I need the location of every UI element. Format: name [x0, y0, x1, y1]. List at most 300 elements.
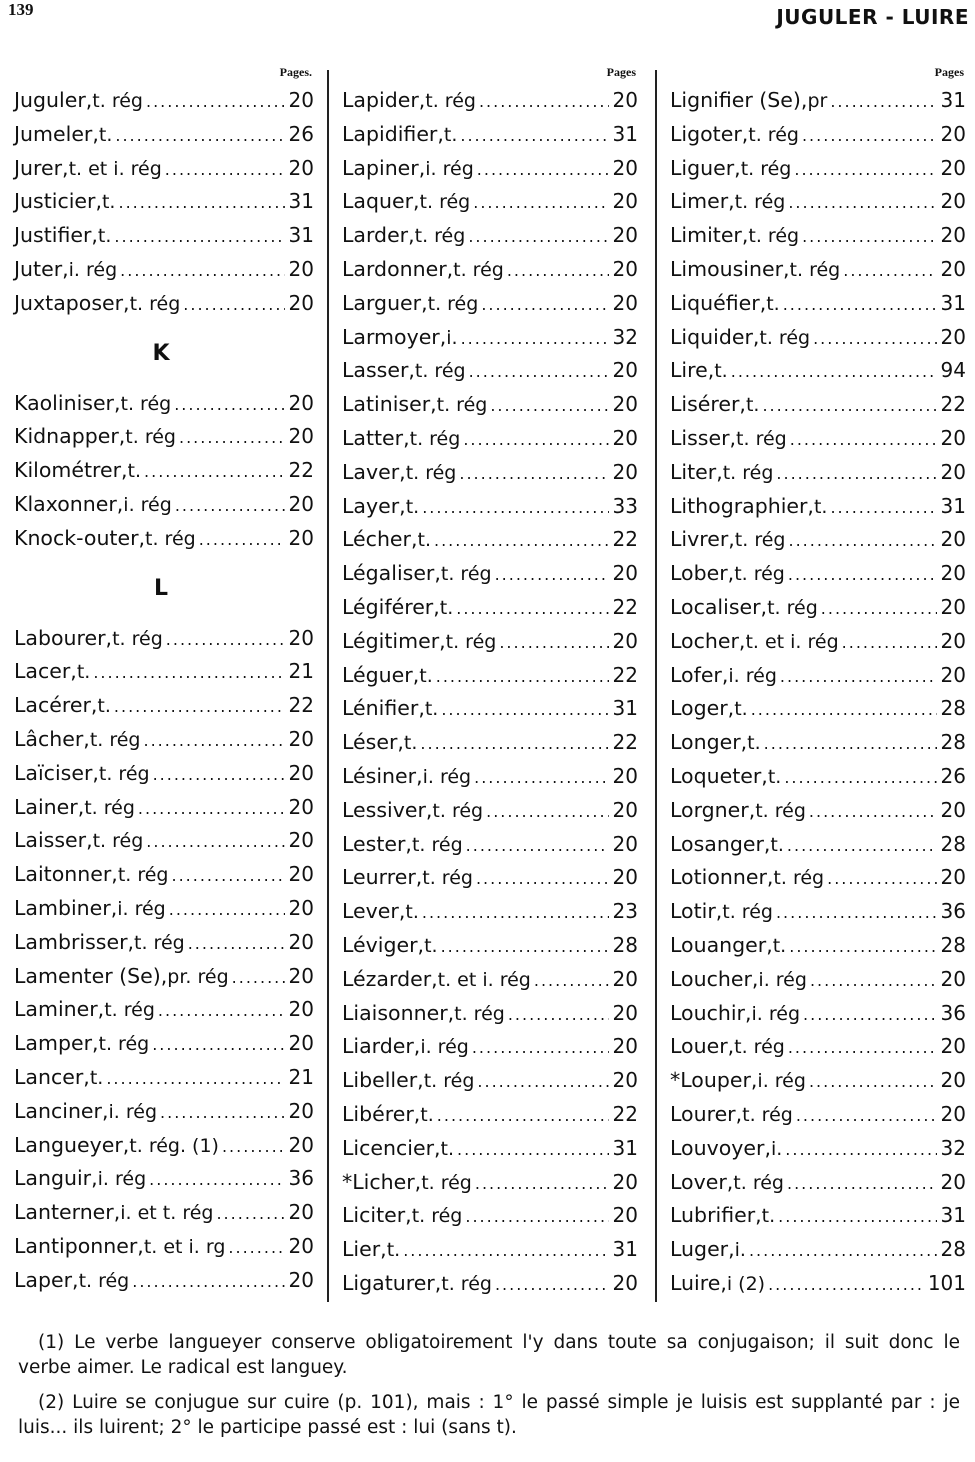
dictionary-entry: [342, 929, 638, 963]
entry-term: Lourer,: [670, 1101, 743, 1126]
entry-term: Liarder,: [342, 1034, 421, 1059]
dictionary-entry: [14, 185, 314, 219]
entry-grammar: t.: [97, 225, 112, 248]
dictionary-entry: [670, 1166, 966, 1200]
entry-grammar: pr. rég: [167, 965, 229, 988]
entry-term: Lézarder,: [342, 966, 438, 991]
dictionary-entry: [670, 84, 966, 118]
entry-page-number: 20: [940, 594, 966, 619]
entry-grammar: t.: [127, 460, 142, 483]
dot-leader: [114, 689, 285, 724]
dictionary-entry: [670, 591, 966, 625]
entry-term: Laver,: [342, 459, 406, 484]
dot-leader: [788, 1030, 937, 1065]
entry-term: Jumeler,: [14, 121, 99, 146]
entry-term: Laisser,: [14, 828, 93, 853]
entry-term: Lire,: [670, 358, 715, 383]
entry-grammar: t. rég: [445, 630, 497, 653]
entry-page-number: 22: [288, 693, 314, 718]
dot-leader: [495, 557, 609, 592]
dictionary-entry: [670, 422, 966, 456]
entry-page-number: 22: [940, 392, 966, 417]
entry-term: Licencier,: [342, 1135, 441, 1160]
dictionary-entry: [342, 760, 638, 794]
dictionary-entry: [670, 152, 966, 186]
entry-grammar: t. rég: [432, 799, 484, 822]
entry-grammar: t. rég: [84, 796, 135, 819]
entry-term: Loger,: [670, 696, 735, 721]
entry-term: Laminer,: [14, 997, 105, 1022]
dictionary-entry: [670, 354, 966, 388]
dot-leader: [403, 1233, 609, 1268]
dot-leader: [843, 253, 937, 288]
dot-leader: [434, 523, 609, 558]
entry-grammar: i. rég: [420, 1036, 469, 1059]
entry-page-number: 20: [940, 189, 966, 214]
entry-page-number: 28: [940, 1237, 966, 1262]
dictionary-entry: [14, 757, 314, 791]
dictionary-entry: [670, 895, 966, 929]
dictionary-entry: [670, 1098, 966, 1132]
entry-page-number: 28: [940, 730, 966, 755]
entry-term: Libeller,: [342, 1068, 424, 1093]
dot-leader: [422, 490, 609, 525]
dot-leader: [476, 861, 609, 896]
entry-term: *Licher,: [342, 1169, 422, 1194]
dot-leader: [165, 152, 285, 187]
entry-page-number: 22: [612, 730, 638, 755]
entry-term: Lantiponner,: [14, 1233, 144, 1258]
entry-term: Lécher,: [342, 527, 418, 552]
entry-grammar: i.: [734, 1239, 746, 1262]
entry-grammar: t. rég: [759, 326, 811, 349]
entry-term: Liciter,: [342, 1203, 412, 1228]
dictionary-entry: [342, 726, 638, 760]
entry-page-number: 31: [940, 493, 966, 518]
footnote-1: (1) Le verbe langueyer conserve obligatoirement l'y dans toute sa conjugaison; il suit donc le verbe aimer. Le radical est languey.: [18, 1332, 960, 1378]
dictionary-entry: [14, 219, 314, 253]
entry-term: Latter,: [342, 425, 410, 450]
entry-grammar: t. rég: [734, 191, 786, 214]
dot-leader: [490, 388, 609, 423]
entry-term: Juter,: [14, 256, 69, 281]
dictionary-entry: [670, 1064, 966, 1098]
entry-term: Limiter,: [670, 223, 749, 248]
dictionary-entry: [342, 118, 638, 152]
entry-grammar: t.: [440, 1137, 455, 1160]
dot-leader: [803, 997, 937, 1032]
entry-page-number: 20: [612, 290, 638, 315]
entry-term: Léguer,: [342, 662, 420, 687]
entry-grammar: t.: [405, 901, 419, 924]
dot-leader: [813, 321, 937, 356]
dot-leader: [784, 760, 937, 795]
entry-term: Kilométrer,: [14, 458, 128, 483]
dot-leader: [216, 1196, 285, 1231]
dot-leader: [821, 591, 937, 626]
entry-term: Lénifier,: [342, 696, 425, 721]
entry-page-number: 20: [288, 794, 314, 819]
entry-term: Lamper,: [14, 1031, 99, 1056]
dictionary-entry: [342, 828, 638, 862]
dot-leader: [132, 1264, 285, 1299]
entry-page-number: 20: [288, 256, 314, 281]
entry-grammar: t. rég: [129, 292, 181, 315]
entry-page-number: 20: [612, 1068, 638, 1093]
entry-grammar: t.: [424, 698, 439, 721]
entry-grammar: t.: [745, 394, 760, 417]
entry-page-number: 101: [927, 1270, 966, 1295]
entry-grammar: t. rég: [733, 1171, 784, 1194]
entry-term: Kaoliniser,: [14, 390, 121, 415]
entry-term: Leurrer,: [342, 865, 423, 890]
dictionary-entry: [342, 185, 638, 219]
entry-page-number: 20: [288, 1233, 314, 1258]
entry-page-number: 20: [288, 88, 314, 112]
entry-grammar: i. rég: [108, 1100, 158, 1123]
dot-leader: [475, 1166, 609, 1201]
dot-leader: [810, 963, 937, 998]
entry-grammar: t.: [714, 360, 728, 383]
entry-term: Léviger,: [342, 932, 425, 957]
dictionary-entry: [14, 960, 314, 994]
entry-grammar: t. et i. rg: [143, 1235, 226, 1258]
entry-page-number: 23: [612, 899, 638, 924]
entry-page-number: 32: [612, 324, 638, 349]
dot-leader: [463, 422, 609, 457]
entry-grammar: t.: [734, 698, 748, 721]
entry-term: Justicier,: [14, 189, 102, 214]
dictionary-column-3: [670, 60, 966, 1301]
dot-leader: [146, 824, 285, 859]
dot-leader: [158, 993, 285, 1028]
dictionary-entry: [14, 152, 314, 186]
dictionary-entry: [342, 388, 638, 422]
entry-page-number: 26: [288, 121, 314, 146]
dictionary-entry: [14, 689, 314, 723]
entry-term: Lapiner,: [342, 155, 426, 180]
entry-page-number: 20: [940, 324, 966, 349]
entry-grammar: i. rég: [68, 258, 118, 281]
entry-grammar: i (2): [726, 1272, 766, 1295]
dot-leader: [776, 456, 937, 491]
dictionary-entry: [14, 1095, 314, 1129]
entry-page-number: 20: [612, 831, 638, 856]
dot-leader: [422, 895, 609, 930]
entry-term: Luire,: [670, 1270, 727, 1295]
entry-grammar: t. rég: [422, 867, 473, 890]
entry-page-number: 20: [288, 963, 314, 988]
entry-page-number: 32: [940, 1135, 966, 1160]
dot-leader: [232, 960, 285, 995]
entry-page-number: 20: [288, 1098, 314, 1123]
dictionary-entry: [14, 622, 314, 656]
dictionary-entry: [670, 997, 966, 1031]
entry-term: Justifier,: [14, 223, 98, 248]
entry-term: Livrer,: [670, 527, 735, 552]
dictionary-entry: [670, 692, 966, 726]
entry-term: *Louper,: [670, 1068, 758, 1093]
entry-term: Lapider,: [342, 88, 426, 112]
dictionary-entry: [670, 253, 966, 287]
entry-grammar: t. rég: [145, 527, 196, 550]
dot-leader: [764, 726, 937, 761]
entry-grammar: t. rég: [411, 1205, 463, 1228]
entry-page-number: 20: [288, 828, 314, 853]
entry-grammar: t. rég: [748, 123, 799, 146]
dot-leader: [468, 219, 609, 254]
entry-grammar: t. rég: [722, 901, 773, 924]
dot-leader: [420, 726, 609, 761]
dictionary-entry: [342, 152, 638, 186]
entry-term: Ligaturer,: [342, 1270, 442, 1295]
entry-term: Larder,: [342, 223, 415, 248]
dictionary-entry: [670, 726, 966, 760]
dot-leader: [466, 828, 609, 863]
dot-leader: [144, 723, 286, 758]
entry-page-number: 20: [288, 997, 314, 1022]
dictionary-entry: [342, 490, 638, 524]
dot-leader: [175, 488, 285, 523]
dictionary-entry: [14, 892, 314, 926]
entry-grammar: t.: [97, 695, 111, 718]
dot-leader: [751, 692, 937, 727]
entry-page-number: 33: [612, 493, 638, 518]
dictionary-entry: [14, 522, 314, 556]
entry-page-number: 31: [612, 696, 638, 721]
entry-term: Lofer,: [670, 662, 729, 687]
entry-page-number: 20: [612, 88, 638, 112]
entry-grammar: t. rég: [421, 1171, 472, 1194]
entry-grammar: t. rég: [453, 258, 504, 281]
entry-grammar: t.: [747, 732, 761, 755]
entry-term: Louvoyer,: [670, 1135, 771, 1160]
dictionary-entry: [342, 1199, 638, 1233]
entry-grammar: t. rég: [734, 529, 786, 552]
entry-grammar: t.: [98, 123, 113, 146]
entry-grammar: t. rég: [411, 833, 463, 856]
dot-leader: [827, 861, 937, 896]
entry-grammar: t. rég: [405, 461, 457, 484]
dot-leader: [441, 929, 609, 964]
dictionary-entry: [14, 420, 314, 454]
dot-leader: [222, 1129, 285, 1164]
entry-page-number: 20: [612, 256, 638, 281]
dot-leader: [802, 118, 937, 153]
entry-term: Limousiner,: [670, 256, 790, 281]
dictionary-entry: [670, 963, 966, 997]
dictionary-entry: [14, 1027, 314, 1061]
entry-term: Lanciner,: [14, 1098, 109, 1123]
dictionary-entry: [14, 84, 314, 118]
dictionary-column-1: [14, 60, 314, 1298]
entry-grammar: t. rég: [414, 225, 466, 248]
entry-grammar: t.: [386, 1239, 401, 1262]
entry-grammar: t. rég: [98, 762, 150, 785]
entry-term: Légiférer,: [342, 594, 440, 619]
entry-page-number: 31: [612, 1237, 638, 1262]
entry-grammar: t. et i. rég: [745, 630, 839, 653]
dot-leader: [477, 152, 609, 187]
entry-page-number: 20: [612, 1169, 638, 1194]
entry-page-number: 22: [612, 594, 638, 619]
entry-grammar: t.: [403, 732, 418, 755]
dot-leader: [495, 1267, 609, 1302]
entry-term: Limer,: [670, 189, 735, 214]
entry-page-number: 20: [940, 1034, 966, 1059]
entry-page-number: 20: [940, 662, 966, 687]
entry-term: Lessiver,: [342, 797, 433, 822]
dot-leader: [465, 1199, 609, 1234]
dot-leader: [809, 794, 937, 829]
entry-page-number: 20: [940, 561, 966, 586]
dictionary-entry: [670, 118, 966, 152]
entry-term: Larguer,: [342, 290, 428, 315]
entry-grammar: t. rég: [773, 867, 825, 890]
entry-grammar: t. rég: [436, 394, 488, 417]
entry-page-number: 20: [940, 256, 966, 281]
entry-grammar: t. et i. rég: [437, 968, 531, 991]
dictionary-entry: [342, 253, 638, 287]
entry-page-number: 36: [940, 1000, 966, 1025]
entry-page-number: 31: [940, 88, 966, 112]
entry-term: Lapidifier,: [342, 121, 444, 146]
dot-leader: [115, 118, 285, 153]
dot-leader: [749, 1233, 937, 1268]
dictionary-entry: [14, 926, 314, 960]
pages-column-label: Pages: [606, 65, 636, 79]
entry-page-number: 20: [940, 865, 966, 890]
dictionary-entry: [342, 963, 638, 997]
entry-page-number: 20: [288, 929, 314, 954]
dictionary-entry: [14, 1196, 314, 1230]
entry-term: Lisérer,: [670, 392, 746, 417]
entry-grammar: t. rég: [425, 90, 476, 112]
dictionary-entry: [670, 185, 966, 219]
entry-grammar: t. rég: [409, 427, 461, 450]
entry-term: Liaisonner,: [342, 1000, 455, 1025]
dot-leader: [790, 422, 937, 457]
entry-term: Knock-outer,: [14, 525, 146, 550]
entry-grammar: t.: [89, 1066, 104, 1089]
dot-leader: [481, 287, 609, 322]
entry-grammar: t.: [76, 661, 91, 684]
dot-leader: [788, 557, 937, 592]
entry-term: Lambiner,: [14, 895, 118, 920]
entry-grammar: i. rég: [123, 493, 172, 516]
dot-leader: [172, 858, 286, 893]
entry-term: Légitimer,: [342, 628, 446, 653]
dot-leader: [778, 1199, 937, 1234]
entry-page-number: 20: [612, 1270, 638, 1295]
dictionary-entry: [342, 997, 638, 1031]
entry-page-number: 22: [612, 527, 638, 552]
dictionary-entry: [14, 253, 314, 287]
entry-term: Laitonner,: [14, 862, 118, 887]
entry-grammar: t. rég: [92, 830, 144, 853]
dictionary-entry: [670, 828, 966, 862]
dot-leader: [436, 659, 609, 694]
footnote-2: (2) Luire se conjugue sur cuire (p. 101), mais : 1° le passé simple je luisis est supplanté par : je luis... ils luirent; 2° le participe passé est : lui (sans t).: [18, 1392, 960, 1438]
entry-page-number: 20: [940, 155, 966, 180]
entry-page-number: 20: [612, 628, 638, 653]
dot-leader: [120, 253, 285, 288]
entry-page-number: 20: [940, 628, 966, 653]
entry-term: Lisser,: [670, 425, 737, 450]
section-letter: K: [152, 340, 170, 366]
entry-grammar: t. rég: [125, 426, 176, 449]
dictionary-entry: [670, 861, 966, 895]
dot-leader: [149, 1162, 285, 1197]
entry-page-number: 22: [612, 1101, 638, 1126]
entry-page-number: 31: [940, 1203, 966, 1228]
entry-grammar: t.: [417, 529, 431, 552]
entry-page-number: 20: [940, 966, 966, 991]
dot-leader: [473, 185, 609, 220]
dot-leader: [794, 152, 937, 187]
entry-term: Longer,: [670, 730, 748, 755]
dot-leader: [228, 1230, 285, 1265]
entry-page-number: 31: [288, 189, 314, 214]
dot-leader: [459, 456, 609, 491]
dictionary-entry: [342, 625, 638, 659]
entry-term: Laper,: [14, 1267, 79, 1292]
dot-leader: [146, 84, 285, 119]
entry-page-number: 20: [940, 1169, 966, 1194]
entry-grammar: t.: [405, 495, 420, 518]
dot-leader: [776, 895, 937, 930]
entry-page-number: 20: [288, 525, 314, 550]
dot-leader: [731, 354, 937, 389]
entry-term: Lotionner,: [670, 865, 774, 890]
dictionary-entry: [342, 1030, 638, 1064]
entry-page-number: 20: [288, 862, 314, 887]
entry-term: Localiser,: [670, 594, 768, 619]
entry-term: Locher,: [670, 628, 746, 653]
column-divider: [327, 70, 329, 1302]
entry-grammar: t. rég: [440, 563, 492, 586]
entry-grammar: t. rég: [734, 1036, 785, 1059]
dictionary-entry: [342, 895, 638, 929]
dictionary-entry: [342, 591, 638, 625]
entry-grammar: t. rég: [112, 627, 163, 650]
dictionary-entry: [14, 791, 314, 825]
dictionary-entry: [670, 1267, 966, 1301]
entry-grammar: t.: [424, 934, 438, 957]
dot-leader: [788, 523, 937, 558]
dot-leader: [114, 219, 285, 254]
dot-leader: [499, 625, 609, 660]
entry-term: Lambrisser,: [14, 929, 135, 954]
entry-page-number: 20: [612, 223, 638, 248]
dictionary-entry: [14, 287, 314, 321]
dot-leader: [93, 655, 285, 690]
column-divider: [655, 70, 657, 1302]
entry-page-number: 20: [940, 459, 966, 484]
dot-leader: [152, 1027, 285, 1062]
entry-term: Kidnapper,: [14, 424, 126, 449]
entry-term: Languir,: [14, 1166, 98, 1191]
entry-term: Lasser,: [342, 358, 415, 383]
entry-term: Lésiner,: [342, 763, 423, 788]
entry-grammar: t. rég: [767, 596, 818, 619]
entry-term: Lardonner,: [342, 256, 454, 281]
entry-grammar: t.: [443, 123, 458, 146]
entry-grammar: t. rég: [104, 999, 155, 1022]
entry-page-number: 28: [612, 932, 638, 957]
dot-leader: [179, 420, 285, 455]
dictionary-entry: [670, 929, 966, 963]
